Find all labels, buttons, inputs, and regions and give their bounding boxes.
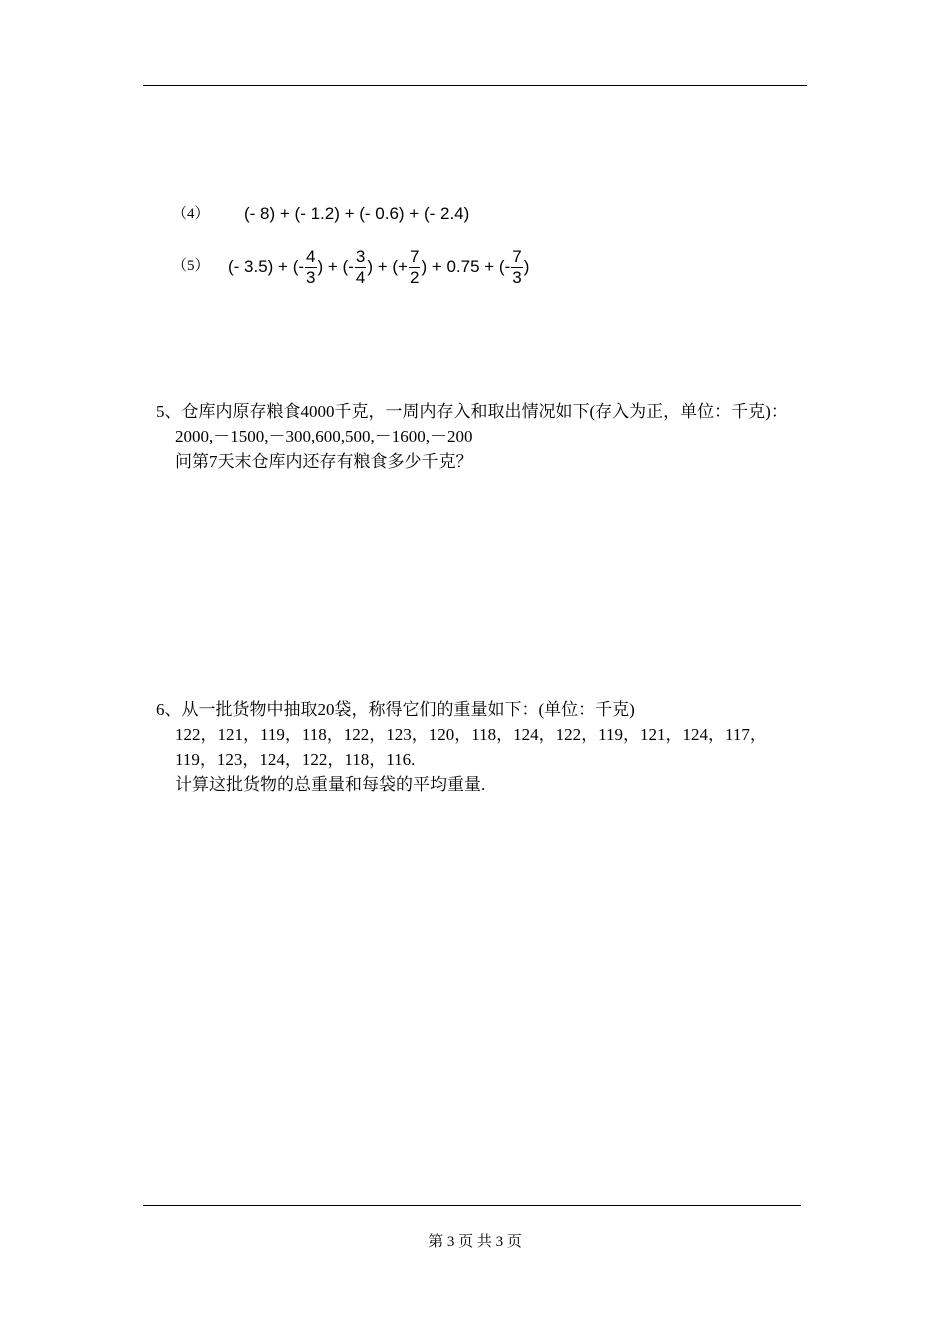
problem-5-question: 问第7天末仓库内还存有粮食多少千克？ (175, 452, 473, 471)
subproblem-5-expression (228, 244, 529, 290)
fraction-numerator: 4 (306, 246, 316, 266)
problem-5-data: 2000,－1500,－300,600,500,－1600,－200 (175, 427, 473, 446)
fraction-3-4 (355, 247, 366, 288)
page-number: 第 3 页 共 3 页 (428, 1234, 522, 1250)
expr-term-1: (- 3.5) + (- (228, 257, 305, 276)
expr-term-5: ) (523, 257, 530, 276)
expr-term-3: ) + (+ (367, 257, 408, 276)
fraction-7-3 (511, 247, 522, 288)
fraction-4-3 (305, 247, 316, 288)
expr-term-2: ) + (- (317, 257, 354, 276)
problem-6-data-line-2: 119，123，124，122，118，116. (175, 750, 416, 769)
problem-5-statement: 5、仓库内原存粮食4000千克，一周内存入和取出情况如下(存入为正，单位：千克)： (156, 402, 788, 421)
fraction-numerator: 3 (355, 246, 366, 266)
fraction-denominator: 2 (409, 267, 420, 287)
fraction-denominator: 4 (355, 267, 366, 287)
problem-6-data-line-1: 122，121，119，118，122，123，120，118，124，122，119，121，124，117， (175, 725, 767, 744)
expr-term-4: ) + 0.75 + (- (421, 257, 511, 276)
header-rule (143, 85, 807, 86)
problem-6-statement: 6、从一批货物中抽取20袋，称得它们的重量如下：(单位：千克) (156, 700, 635, 719)
subproblem-4-label: （4） (172, 206, 210, 222)
fraction-numerator: 7 (512, 246, 522, 266)
problem-6-question: 计算这批货物的总重量和每袋的平均重量. (175, 775, 486, 794)
fraction-7-2 (409, 247, 420, 288)
subproblem-5-label: （5） (172, 258, 210, 274)
fraction-denominator: 3 (512, 267, 522, 287)
subproblem-4-expression: (- 8) + (- 1.2) + (- 0.6) + (- 2.4) (244, 204, 470, 223)
fraction-denominator: 3 (306, 267, 316, 287)
footer-rule (143, 1205, 801, 1206)
fraction-numerator: 7 (409, 246, 420, 266)
